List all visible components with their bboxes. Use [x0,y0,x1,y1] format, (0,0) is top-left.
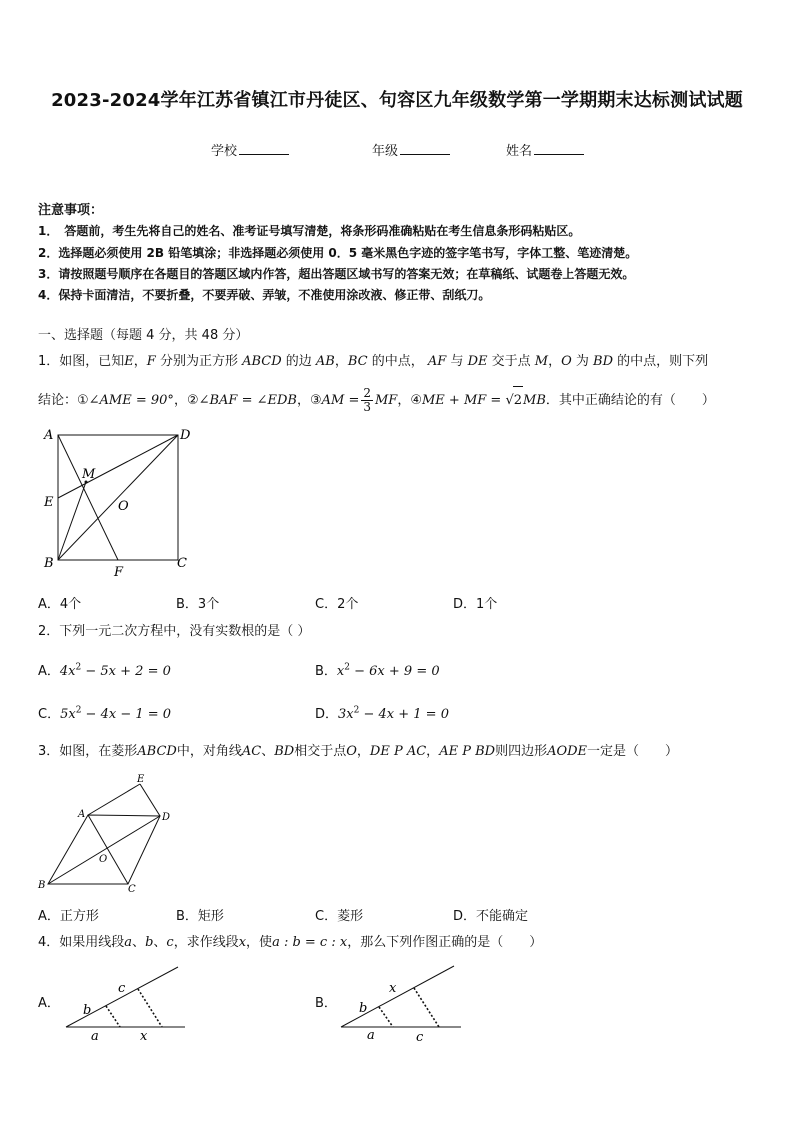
q4-t4: ，那么下列作图正确的是（ ） [347,935,543,950]
grade-label: 年级 [372,144,399,159]
q1-option-a[interactable]: A．4个 [38,597,82,612]
q1-label-E: E [44,495,54,510]
q4-stem [38,933,542,953]
q3-option-a[interactable]: A．正方形 [38,909,99,924]
q1-conclusion-4a: ME + MF = [422,393,506,408]
q4b-dotted-2 [414,988,439,1027]
q2-d-expr2: − 4x + 1 = 0 [359,707,449,722]
q2-option-b[interactable] [315,660,440,679]
q3-diag-AC [88,815,128,884]
q3-cond1: DE P AC [369,744,427,759]
q1-option-b[interactable]: B．3个 [176,597,220,612]
q3-t8: 一定是（ ） [587,744,679,759]
q1-conclusion-2: ∠BAF = ∠EDB [198,393,297,408]
q3-O: O [346,744,357,759]
q3-t2: 中，对角线 [176,744,242,759]
q4b-slant-line [341,966,454,1027]
q4-t1: 4．如果用线段 [38,935,125,950]
q4-s1: 、 [132,935,146,950]
q1-t7: 与 [446,354,468,369]
q1-stem-line2 [38,386,715,415]
q2-d-sup: 2 [353,705,360,716]
q1-label-O: O [118,499,129,514]
q3-label-A: A [78,809,86,820]
q4-t3: ，使 [246,935,273,950]
q1-l2-t1: 结论：① [38,393,89,408]
q1-ABCD: ABCD [242,354,282,369]
q1-l2-t2: ，② [173,393,199,408]
q1-t11: 的中点，则下列 [613,354,709,369]
q1-t9: ， [548,354,562,369]
q4b-label-c: c [416,1030,424,1045]
q1-l2-t4: ，④ [397,393,422,408]
q4-s2: 、 [153,935,167,950]
q4b-label-b: b [359,1001,368,1016]
q2-b-expr1: x [336,664,345,679]
q4-figure-a [58,960,198,1045]
q4-option-a[interactable]: A． [38,996,60,1011]
q3-ABCD: ABCD [137,744,177,759]
q4a-label-c: c [118,981,126,996]
q1-label-A: A [44,428,54,443]
notice-item-2: 2．选择题必须使用 2B 铅笔填涂；非选择题必须使用 0．5 毫米黑色字迹的签字笔书写，字体工整、笔迹清楚。 [38,246,638,260]
q3-label-C: C [128,884,136,895]
q1-M: M [534,354,549,369]
q3-AC: AC [241,744,262,759]
q3-line-ED [140,784,160,816]
q4-x: x [238,935,247,950]
q1-t4: 的边 [281,354,316,369]
notice-item-1: 1． 答题前，考生先将自己的姓名、准考证号填写清楚，将条形码准确粘贴在考生信息条形码粘贴区。 [38,224,581,238]
q1-BC: BC [347,354,368,369]
notice-heading: 注意事项： [38,203,104,218]
q1-line-ED [58,435,178,498]
q1-conclusion-1: ∠AME = 90° [88,393,174,408]
q1-AB: AB [315,354,335,369]
q1-t3: 分别为正方形 [155,354,243,369]
q4-t2: ，求作线段 [173,935,239,950]
name-blank[interactable] [534,142,584,155]
notice-item-3: 3．请按照题号顺序在各题目的答题区域内作答，超出答题区域书写的答案无效；在草稿纸、试题卷上答题无效。 [38,267,635,281]
q1-frac-den: 3 [363,400,371,414]
q1-t5: ， [334,354,348,369]
q1-label-F: F [114,565,124,580]
q1-conclusion-3a: AM = [321,393,360,408]
q4-c: c [166,935,174,950]
q1-option-c[interactable]: C．2个 [315,597,359,612]
q2-option-a[interactable] [38,660,171,679]
sqrt-icon: √ [505,393,514,408]
q1-l2-t5: ．其中正确结论的有（ ） [545,393,715,408]
q2-b-expr2: − 6x + 9 = 0 [350,664,440,679]
notice-item-4: 4．保持卡面清洁，不要折叠，不要弄破、弄皱，不准使用涂改液、修正带、刮纸刀。 [38,288,491,302]
q3-option-c[interactable]: C．菱形 [315,909,364,924]
q4a-dotted-2 [138,989,162,1027]
q1-label-D: D [180,428,191,443]
q3-stem [38,742,678,762]
q3-label-O: O [99,854,108,865]
name-field [506,140,584,159]
q3-option-d[interactable]: D．不能确定 [453,909,529,924]
q2-c-expr2: − 4x − 1 = 0 [81,707,172,722]
name-label: 姓名 [506,144,533,159]
q2-a-letter: A． [38,664,60,679]
q1-BD: BD [593,354,614,369]
q3-t1: 3．如图，在菱形 [38,744,138,759]
q1-t2: ， [133,354,147,369]
q1-figure [38,422,198,582]
q3-figure [36,770,186,896]
q1-frac-num: 2 [363,386,371,400]
q3-t6: ， [426,744,440,759]
q1-conclusion-3b: MF [375,393,398,408]
q3-label-B: B [38,880,46,891]
q3-diag-BD [48,816,160,884]
q2-d-letter: D． [315,707,339,722]
q3-AODE: AODE [547,744,588,759]
q3-label-E: E [137,774,145,785]
q4-ratio: a : b = c : x [272,935,348,950]
q1-label-M: M [82,467,96,482]
q3-t4: 相交于点 [294,744,347,759]
grade-field [372,140,450,159]
q4a-label-b: b [83,1003,92,1018]
q1-option-d[interactable]: D．1个 [453,597,498,612]
q2-a-expr2: − 5x + 2 = 0 [81,664,171,679]
q2-stem: 2．下列一元二次方程中，没有实数根的是（ ） [38,624,311,639]
q2-b-letter: B． [315,664,337,679]
q1-O: O [561,354,572,369]
q2-c-expr1: 5x [60,707,76,722]
q4-option-b[interactable]: B． [315,996,337,1011]
q1-DE: DE [467,354,488,369]
q1-line-BM [58,482,86,560]
q1-F: F [146,354,156,369]
q3-line-AE [88,784,140,815]
q3-option-b[interactable]: B．矩形 [176,909,224,924]
q4-a: a [124,935,133,950]
q2-c-sup: 2 [75,705,82,716]
q4a-slant-line [66,967,178,1027]
school-field [211,140,289,159]
q1-fraction [361,387,373,414]
q1-l2-t3: ，③ [296,393,322,408]
q2-option-c[interactable] [38,703,171,722]
q1-line-AF [58,435,118,560]
q4a-label-x: x [140,1029,148,1044]
grade-blank[interactable] [400,142,450,155]
q2-c-letter: C． [38,707,61,722]
q4a-dotted-1 [106,1006,120,1027]
q4-b: b [145,935,154,950]
q1-root: 2 [513,386,523,415]
q3-t3: 、 [261,744,275,759]
q1-t10: 为 [571,354,594,369]
exam-title: 2023-2024学年江苏省镇江市丹徒区、句容区九年级数学第一学期期末达标测试试题 [51,90,743,111]
q4b-label-x: x [389,981,397,996]
q2-a-expr1: 4x [59,664,76,679]
q1-t8: 交于点 [487,354,535,369]
q1-AF: AF [427,354,447,369]
q1-t1: 1．如图，已知 [38,354,125,369]
section-heading: 一、选择题（每题 4 分，共 48 分） [38,328,249,343]
q3-BD: BD [274,744,295,759]
q1-t6: 的中点， [367,354,428,369]
school-blank[interactable] [239,142,289,155]
q4b-dotted-1 [379,1007,393,1027]
school-label: 学校 [211,144,238,159]
q3-t7: 则四边形 [495,744,548,759]
q4a-label-a: a [91,1029,99,1044]
q1-label-B: B [44,556,54,571]
q1-line-BD [58,435,178,560]
q2-d-expr1: 3x [338,707,354,722]
q4b-label-a: a [367,1028,375,1043]
q1-label-C: C [177,556,187,571]
q3-cond2: AE P BD [439,744,496,759]
q3-t5: ， [356,744,370,759]
q1-conclusion-4b: MB [523,393,546,408]
q1-stem-line1 [38,352,708,372]
q2-option-d[interactable] [315,703,449,722]
q3-label-D: D [162,812,171,823]
q2-b-sup: 2 [344,662,350,673]
q2-a-sup: 2 [75,662,82,673]
q1-E: E [124,354,134,369]
q4-figure-b [333,960,473,1045]
